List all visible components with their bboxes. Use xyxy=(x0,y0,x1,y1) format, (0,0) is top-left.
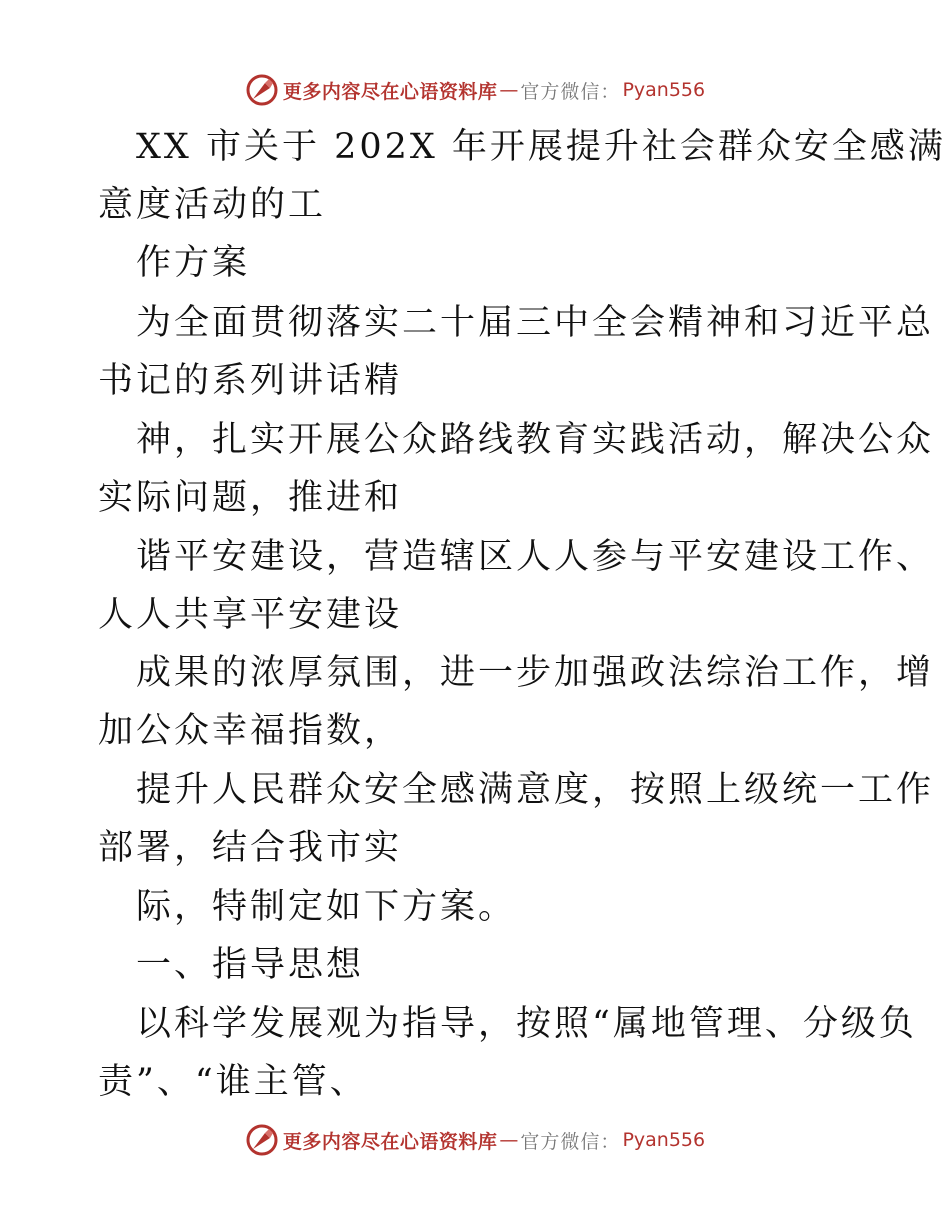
doc-title-line-2: 意度活动的工 xyxy=(98,185,327,225)
paragraph-line: 成果的浓厚氛围，进一步加强政法综治工作，增 xyxy=(136,653,935,693)
watermark-separator: — xyxy=(499,79,519,101)
paragraph-line: 以科学发展观为指导，按照“属地管理、分级负 xyxy=(136,1004,917,1044)
pen-nib-logo-icon xyxy=(245,73,279,107)
paragraph-line: 责”、“谁主管、 xyxy=(98,1062,368,1102)
paragraph-line: 实际问题，推进和 xyxy=(98,478,403,518)
watermark-subtext: 官方微信： xyxy=(520,1130,621,1153)
paragraph-line: 书记的系列讲话精 xyxy=(98,361,403,401)
watermark-text: 更多内容尽在心语资料库 xyxy=(282,80,498,103)
paragraph-line: 为全面贯彻落实二十届三中全会精神和习近平总 xyxy=(136,303,935,343)
paragraph-line: 人人共享平安建设 xyxy=(98,595,403,635)
watermark-separator: — xyxy=(499,1129,519,1151)
doc-title-line-3: 作方案 xyxy=(136,243,251,283)
paragraph-line: 提升人民群众安全感满意度，按照上级统一工作 xyxy=(136,770,935,810)
paragraph-line: 际，特制定如下方案。 xyxy=(136,887,517,927)
watermark-text: 更多内容尽在心语资料库 xyxy=(282,1130,498,1153)
paragraph-line: 神，扎实开展公众路线教育实践活动，解决公众 xyxy=(136,420,935,460)
watermark-account: Pyan556 xyxy=(622,1129,706,1151)
pen-nib-logo-icon xyxy=(245,1123,279,1157)
paragraph-line: 部署，结合我市实 xyxy=(98,828,403,868)
watermark-banner-top xyxy=(0,70,950,110)
watermark-subtext: 官方微信： xyxy=(520,80,621,103)
watermark-account: Pyan556 xyxy=(622,79,706,101)
paragraph-line: 谐平安建设，营造辖区人人参与平安建设工作、 xyxy=(136,537,935,577)
watermark-banner-bottom xyxy=(0,1120,950,1160)
doc-title-line-1: XX 市关于 202X 年开展提升社会群众安全感满 xyxy=(136,127,946,167)
section-heading: 一、指导思想 xyxy=(136,945,365,985)
paragraph-line: 加公众幸福指数， xyxy=(98,711,403,751)
